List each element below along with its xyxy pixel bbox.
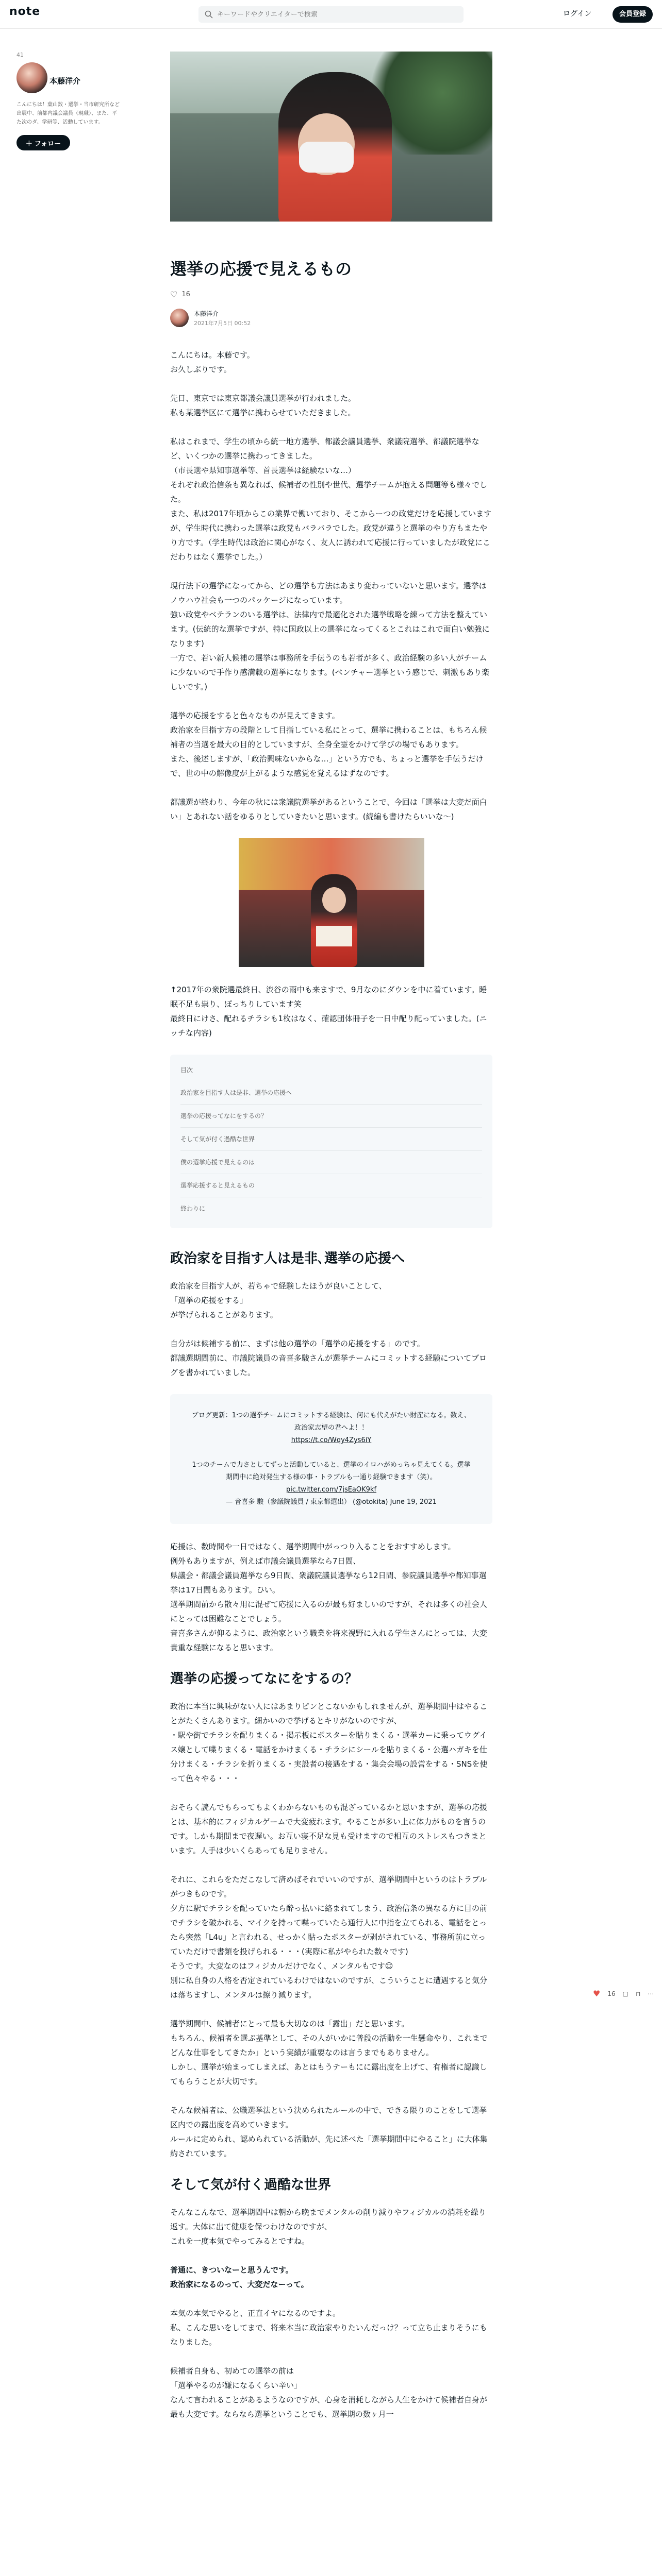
paragraph: そんな候補者は、公職選挙法という決められたルールの中で、できる限りのことをして選挙区内での露出度を高めていきます。 ルールに定められ、認められている活動が、先に述べた「選挙期間中にやること」に大体集約されています。 <box>170 2106 488 2158</box>
author-name[interactable]: 本藤洋介 <box>194 310 219 317</box>
paragraph: 選挙の応援をすると色々なものが見えてきます。 政治家を目指す方の段階として目指している私にとって、選挙に携わることは、もちろん候補者の当選を最大の目的としていますが、全身全霊をかけて学びの場でもあります。 また、後述しますが、「政治興味ないからな…」という方でも、ちょっと選挙を手伝うだけで、世の中の解像度が上がるような感覚を覚えるはずなのです。 <box>170 711 487 778</box>
toc-title: 目次 <box>180 1066 193 1074</box>
toc-item[interactable]: 選挙の応援ってなにをするの？ <box>180 1105 482 1128</box>
author-block <box>170 309 492 327</box>
paragraph: 私はこれまで、学生の頃から統一地方選挙、都議会議員選挙、衆議院選挙、都議院選挙など、いくつかの選挙に携わってきました。 （市長選や県知事選挙等、首長選挙は経験ないな…） それぞれ政治信条も異なれば、候補者の性別や世代、選挙チームが抱える問題等も様々でした。 また、私は2017年頃からこの業界で働いており、そこからーつの政党だけを応援していますが、学生時代に携わった選挙は政党もバラバラでした。政党が違うと選挙のやり方もまたやり方です。（学生時代は政治に関心がなく、友人に誘われて応援に行っていましたが政党にこだわりはなく選挙でした。） <box>170 437 492 562</box>
note-logo[interactable]: note <box>9 5 41 18</box>
paragraph: そんなこんなで、選挙期間中は朝から晩までメンタルの削り減りやフィジカルの消耗を繰り返す。大体に出て健康を保つわけなのですが、 これを一度本気でやってみるとですね。 <box>170 2208 486 2246</box>
paragraph: 政治に本当に興味がない人にはあまりピンとこないかもしれませんが、選挙期間中はやることがたくさんあります。細かいので挙げるとキリがないのですが、 ・駅や街でチラシを配りまくる・掲示板にポスターを貼りまくる・選挙カーに乗ってウグイス嬢として喋りまくる・電話をかけまくる・チラシにシールを貼りまくる・公選ハガキを仕分けまくる・チラシを折りまくる・実設者の接遇をする・集会会場の設営をする・SNSを使って色々やる・・・ <box>170 1702 488 1783</box>
floating-like-count: 16 <box>607 1990 616 1997</box>
tweet-attribution[interactable]: — 音喜多 駿（参議院議員 / 東京都選出） (@otokita) June 19, 2021 <box>226 1498 437 1506</box>
search-input[interactable] <box>217 6 459 23</box>
publish-date: 2021年7月5日 00:52 <box>194 319 251 327</box>
toc-item[interactable]: そして気が付く過酷な世界 <box>180 1128 482 1151</box>
inline-photo <box>239 838 424 967</box>
more-icon[interactable]: ⋯ <box>648 1990 654 1997</box>
tweet-text: ブログ更新：1つの選挙チームにコミットする経験は、何にも代えがたい財産になる。数え、政治家志望の君へよ！！ <box>191 1412 471 1432</box>
table-of-contents <box>170 1055 492 1228</box>
photo-caption: ↑2017年の衆院選最終日、渋谷の雨中も来ますで、9月なのにダウンを中に着ています。睡眠不足も祟り、ぽっちりしています笑 最終日にけさ、配れるチラシも1枚はなく、確認団体冊子を一日中配り配っていました。(ニッチな内容) <box>170 985 487 1038</box>
section-heading: 選挙の応援ってなにをするの？ <box>170 1671 358 1687</box>
follow-button[interactable] <box>16 135 70 150</box>
follower-count: 41 <box>16 52 24 58</box>
paragraph: 政治家を目指す人が、若ちゃで経験したほうが良いことして、 「選挙の応援をする」 が挙げられることがあります。 <box>170 1281 387 1319</box>
global-header <box>0 0 662 29</box>
search-icon <box>205 10 213 19</box>
paragraph: 選挙期間中、候補者にとって最も大切なのは「露出」だと思います。 もちろん、候補者を選ぶ基準として、その人がいかに普段の活動を一生懸命やり、これまでどんな仕事をしてきたか」という実績が重要なのは言うまでもありません。 しかし、選挙が始まってしまえば、あとはもうテーもにに露出度を上げて、有権者に認識してもらうことが大切です。 <box>170 2019 488 2086</box>
section-heading: 政治家を目指す人は是非､選挙の応援へ <box>170 1251 405 1266</box>
paragraph: 候補者自身も、初めての選挙の前は 「選挙やるのが嫌になるくらい辛い」 なんて言われることがあるようなのですが、心身を消耗しながら人生をかけて候補者自身が最も大変です。ならなら選挙ということでも、選挙期の数ヶ月一 <box>170 2366 488 2419</box>
article <box>170 52 492 2436</box>
paragraph: 本気の本気でやると、正直イヤになるのですよ。 私、こんな思いをしてまで、将来本当に政治家やりたいんだっけ？って立ち止まりそうにもなりました。 <box>170 2309 487 2347</box>
paragraph: 自分がは候補する前に、まずは他の選挙の「選挙の応援をする」のです。 都議選期間前に、市議院議員の音喜多駿さんが選挙チームにコミットする経験についてブログを書かれていました。 <box>170 1339 487 1377</box>
paragraph: それに、これらをただこなして済めばそれでいいのですが、選挙期間中というのはトラブルがつきものです。 夕方に駅でチラシを配っていたら酔っ払いに絡まれてしまう、政治信条の異なる方に目の前でチラシを破かれる、マイクを持って喋っていたら通行人に中指を立てられる、電話をとったら突然「L4u」と言われる、せっかく貼ったポスターが剥がされている、事務所前に立っていただけで書類を投げられる・・・(実際に私がやられた数々です) そうです。大変なのはフィジカルだけでなく、メンタルもです☺ 別に私自身の人格を否定されているわけではないのですが、こういうことに遭遇すると気分は落ちますし、メンタルは擦り減ります。 <box>170 1875 488 1999</box>
eyecatch-image <box>170 52 492 222</box>
follow-label: フォロー <box>34 140 61 148</box>
signup-button[interactable]: 会員登録 <box>613 6 653 23</box>
creator-sidebar <box>16 52 120 150</box>
paragraph: 応援は、数時間や一日ではなく、選挙期間中がっつり入ることをおすすめします。 例外もありますが、例えば市議会議員選挙なら7日間、 県議会・都議会議員選挙なら9日間、衆議院議員選挙なら12日間、参院議員選挙や都知事選挙は17日間もあります。ひい。 選挙期間前から散々用に混ぜて応援に入るのが最も好ましいのですが、それは多くの社会人にとっては困難なことでしょう。 音喜多さんが仰るように、政治家という職業を将来視野に入れる学生さんにとっては、大変貴重な経験になると思います。 <box>170 1542 488 1652</box>
paragraph: 現行法下の選挙になってから、どの選挙も方法はあまり変わっていないと思います。選挙はノウハウ社会も一つのパッケージになっています。 強い政党やベテランのいる選挙は、法律内で最適化された選挙戦略を練って方法を整えています。(伝統的な選挙ですが、特に国政以上の選挙になってくるとこれはこれで面白い勉強になります) 一方で、若い新人候補の選挙は事務所を手伝うのも若者が多く、政治経験の多い人がチームに少ないので手作り感満載の選挙になります。(ベンチャー選挙という感じで、刺激もあり楽しいです。) <box>170 581 490 691</box>
paragraph: 普通に、きついなーと思うんです。 政治家になるのって、大変だなーって。 <box>170 2265 309 2289</box>
author-avatar[interactable] <box>170 309 189 327</box>
article-title: 選挙の応援で見えるもの <box>170 259 352 279</box>
toc-item[interactable]: 僕の選挙応援で見えるのは <box>180 1151 482 1174</box>
floating-actions <box>593 1989 654 1998</box>
like-row <box>170 290 492 299</box>
login-link[interactable]: ログイン <box>563 10 592 18</box>
paragraph: こんにちは。本藤です。 お久しぶりです。 <box>170 350 255 374</box>
article-body <box>170 348 492 2421</box>
section-heading: そして気が付く過酷な世界 <box>170 2177 332 2193</box>
toc-item[interactable]: 政治家を目指す人は是非、選挙の応援へ <box>180 1081 482 1105</box>
paragraph: 先日、東京では東京都議会議員選挙が行われました。 私も某選挙区にて選挙に携わらせていただきました。 <box>170 394 356 417</box>
heart-icon[interactable]: ♡ <box>170 290 178 299</box>
paragraph: 都議選が終わり、今年の秋には衆議院選挙があるということで、今回は「選挙は大変だ面白い」とあれない話をゆるりとしていきたいと思います。(続編も書けたらいいな～) <box>170 798 487 821</box>
comment-icon[interactable]: ▢ <box>622 1990 628 1997</box>
toc-item[interactable]: 終わりに <box>180 1205 206 1212</box>
heart-icon[interactable]: ♥ <box>593 1989 601 1998</box>
creator-bio: こんにちは！葉山数・選挙・当市研究所など出展中、前都内議会議員（現職）、また、平た次のダ、学研等、活動しています。 <box>16 102 120 125</box>
plus-icon: ＋ <box>25 140 32 148</box>
tweet-embed <box>170 1394 492 1524</box>
creator-name[interactable]: 本藤洋介 <box>49 76 81 86</box>
toc-item[interactable]: 選挙応援すると見えるもの <box>180 1174 482 1197</box>
like-count: 16 <box>181 291 190 298</box>
creator-avatar[interactable] <box>16 62 47 93</box>
tweet-link[interactable]: https://t.co/Wqy4Zys6iY <box>291 1436 372 1444</box>
bookmark-icon[interactable]: ⊓ <box>635 1990 641 1997</box>
search-box[interactable] <box>198 6 464 23</box>
tweet-text: 1つのチームで力さとしてずっと活動していると、選挙のイロハがめっちゃ見えてくる。選挙期間中に絶対発生する様の事・トラブルも一通り経験できます（笑）。 <box>192 1461 471 1481</box>
tweet-link[interactable]: pic.twitter.com/7jsEaOK9kf <box>286 1486 377 1494</box>
paragraph: おそらく読んでもらってもよくわからないものも混ざっているかと思いますが、選挙の応援とは、基本的にフィジカルゲームで大変疲れます。やることが多い上に体力がものを言うのです。しかも期間まで夜遅い。お互い寝不足な見も受けますので相互のストレスもつきまといます。人手は少いくらあっても足りません。 <box>170 1803 488 1855</box>
